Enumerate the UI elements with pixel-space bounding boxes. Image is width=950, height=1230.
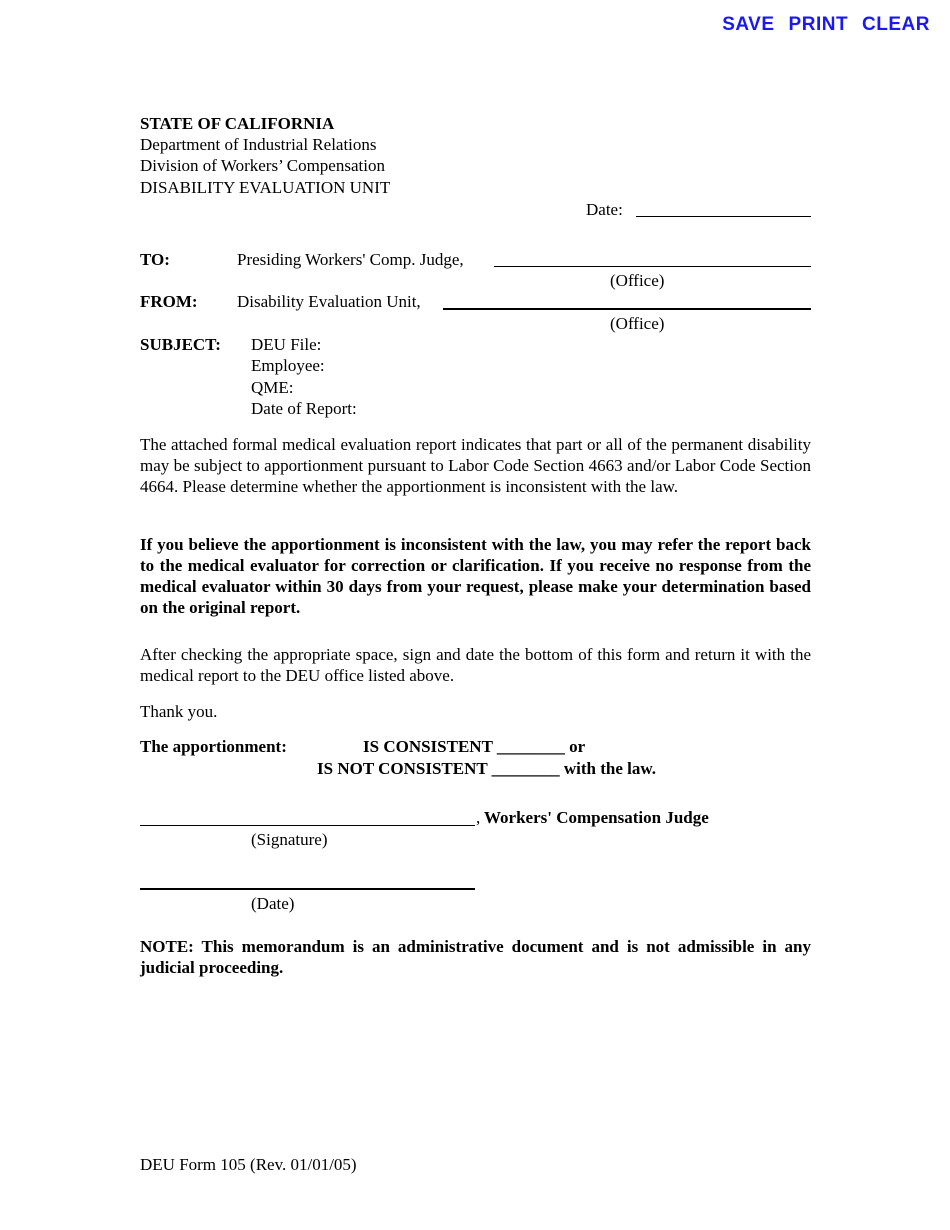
form-toolbar [722, 14, 930, 35]
division-name: Division of Workers’ Compensation [140, 156, 385, 175]
state-heading: STATE OF CALIFORNIA [140, 114, 335, 133]
to-office-field[interactable] [494, 266, 811, 267]
from-office-caption: (Office) [610, 314, 665, 333]
judge-title: Workers' Compensation Judge [484, 808, 709, 827]
to-label: TO: [140, 250, 170, 269]
date-caption: (Date) [251, 894, 295, 913]
to-recipient: Presiding Workers' Comp. Judge, [237, 250, 464, 269]
intro-paragraph: The attached formal medical evaluation report indicates that part or all of the permanent disability may be subject to apportionment pursuant to Labor Code Section 4663 and/or Labor Code Section 4664. Please determine whether the apportionment is inconsistent with the law. [140, 435, 811, 496]
signature-date-field[interactable] [140, 888, 475, 890]
from-office-field[interactable] [443, 308, 811, 310]
date-field[interactable] [636, 216, 811, 217]
save-button[interactable]: SAVE [722, 14, 775, 35]
date-label: Date: [586, 200, 623, 219]
print-button[interactable]: PRINT [788, 14, 849, 35]
unit-name: DISABILITY EVALUATION UNIT [140, 178, 391, 197]
clear-button[interactable]: CLEAR [862, 14, 930, 35]
from-sender: Disability Evaluation Unit, [237, 292, 421, 311]
signature-field[interactable] [140, 825, 475, 826]
admissibility-note: NOTE: This memorandum is an administrative document and is not admissible in any judicial proceeding. [140, 937, 811, 977]
from-label: FROM: [140, 292, 198, 311]
subject-employee: Employee: [251, 356, 325, 375]
form-number-footer: DEU Form 105 (Rev. 01/01/05) [140, 1155, 357, 1174]
subject-label: SUBJECT: [140, 335, 221, 354]
signature-caption: (Signature) [251, 830, 328, 849]
thank-you: Thank you. [140, 702, 218, 721]
department-name: Department of Industrial Relations [140, 135, 377, 154]
subject-deu-file: DEU File: [251, 335, 322, 354]
is-not-consistent-option[interactable]: IS NOT CONSISTENT ________ with the law. [317, 759, 656, 778]
is-consistent-option[interactable]: IS CONSISTENT ________ or [363, 737, 586, 756]
subject-date-of-report: Date of Report: [251, 399, 357, 418]
to-office-caption: (Office) [610, 271, 665, 290]
subject-qme: QME: [251, 378, 294, 397]
instruction-paragraph: If you believe the apportionment is inconsistent with the law, you may refer the report back to the medical evaluator for correction or clarification. If you receive no response from the medical evaluator within 30 days from your request, please make your determination based on the original report. [140, 535, 811, 617]
signature-comma: , [476, 808, 481, 827]
return-instructions: After checking the appropriate space, sign and date the bottom of this form and return it with the medical report to the DEU office listed above. [140, 645, 811, 685]
apportionment-label: The apportionment: [140, 737, 287, 756]
